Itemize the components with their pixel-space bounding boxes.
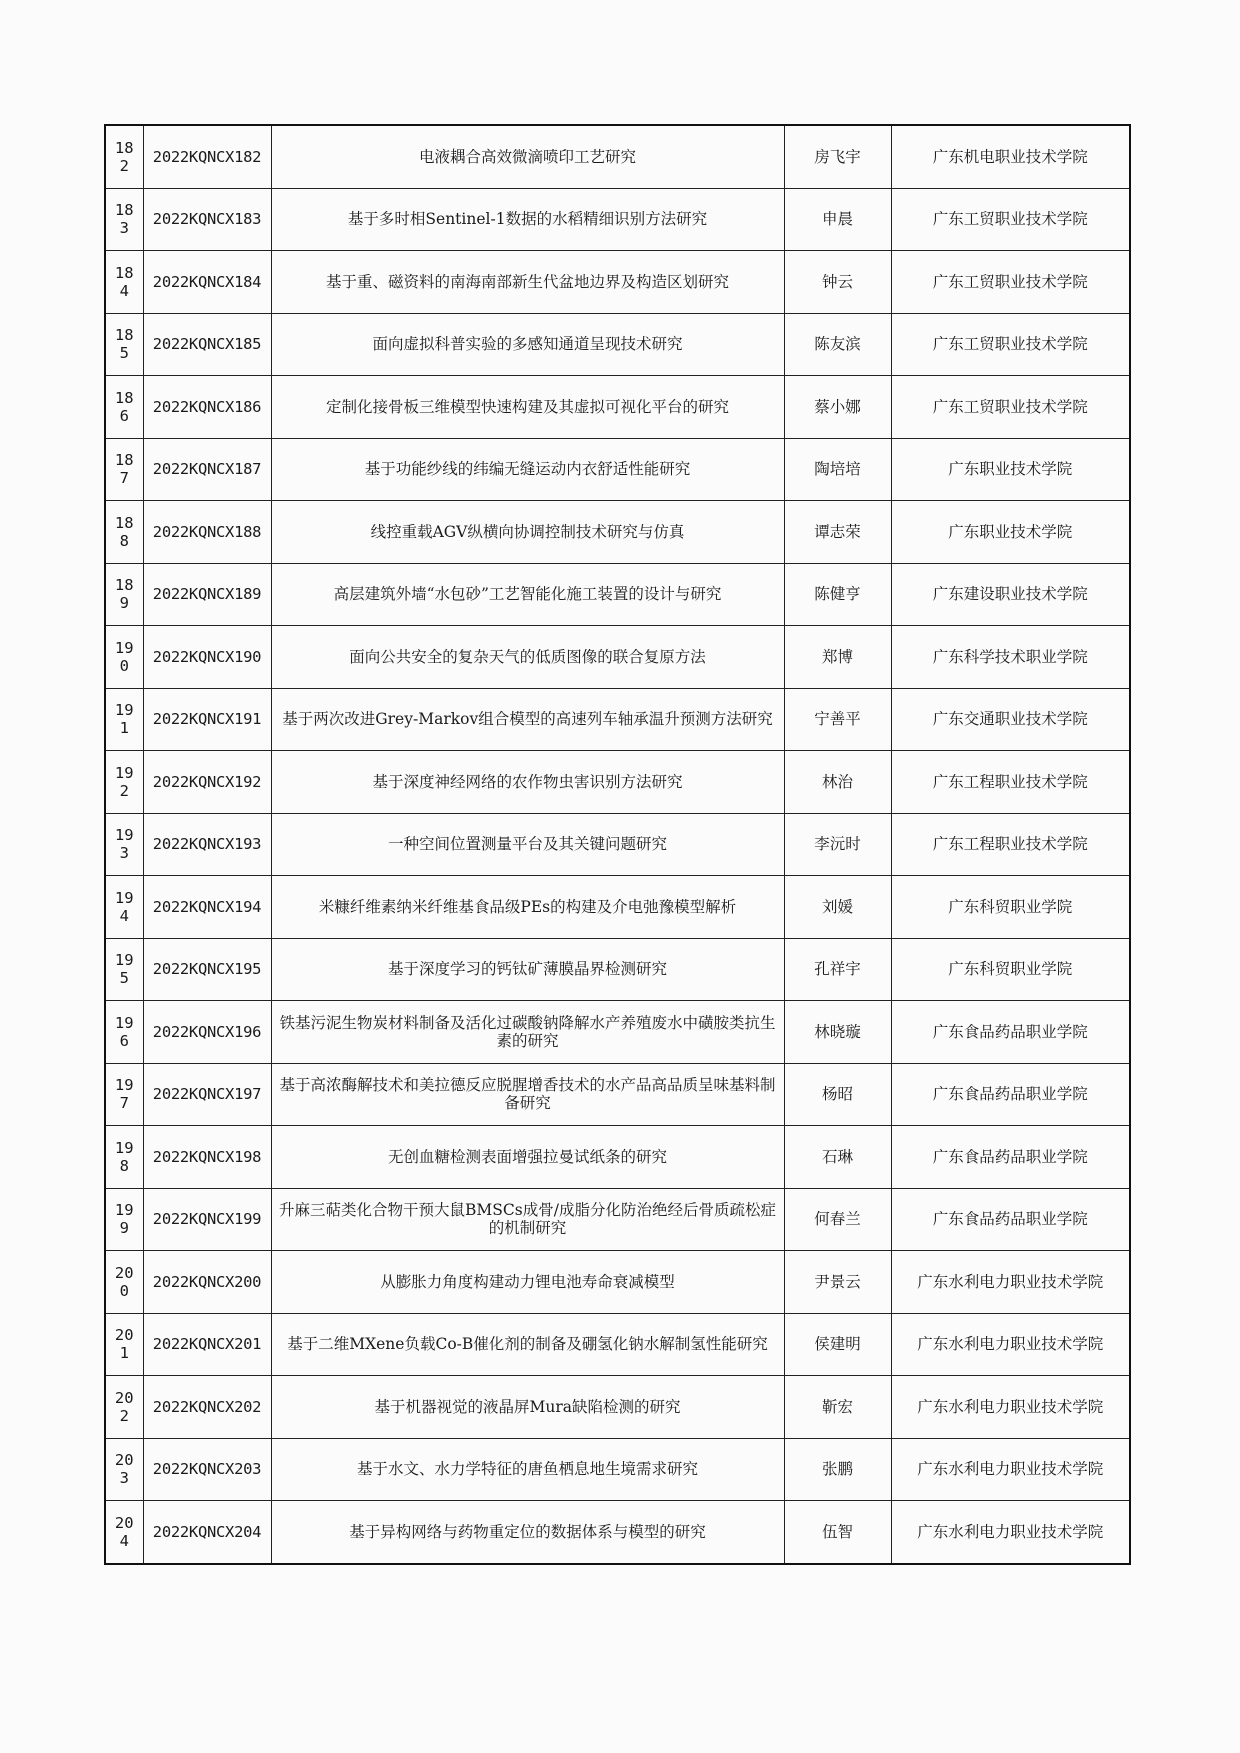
- project-code: 2022KQNCX199: [143, 1188, 271, 1251]
- institution-name: 广东水利电力职业技术学院: [891, 1501, 1130, 1564]
- project-title: 基于异构网络与药物重定位的数据体系与模型的研究: [271, 1501, 784, 1564]
- row-number: 196: [105, 1001, 143, 1064]
- row-number: 194: [105, 876, 143, 939]
- institution-name: 广东科贸职业学院: [891, 938, 1130, 1001]
- institution-name: 广东工程职业技术学院: [891, 751, 1130, 814]
- table-row: [105, 1251, 1130, 1314]
- row-number: 199: [105, 1188, 143, 1251]
- table-row: [105, 313, 1130, 376]
- project-leader: 孔祥宇: [784, 938, 891, 1001]
- institution-name: 广东职业技术学院: [891, 501, 1130, 564]
- table-row: [105, 938, 1130, 1001]
- institution-name: 广东工贸职业技术学院: [891, 188, 1130, 251]
- project-list-body: [105, 125, 1130, 1564]
- institution-name: 广东食品药品职业学院: [891, 1126, 1130, 1189]
- project-list-table: [104, 124, 1131, 1565]
- project-code: 2022KQNCX185: [143, 313, 271, 376]
- institution-name: 广东水利电力职业技术学院: [891, 1376, 1130, 1439]
- table-row: [105, 688, 1130, 751]
- table-row: [105, 1001, 1130, 1064]
- row-number: 184: [105, 251, 143, 314]
- row-number: 187: [105, 438, 143, 501]
- project-leader: 林晓璇: [784, 1001, 891, 1064]
- project-leader: 蔡小娜: [784, 376, 891, 439]
- project-code: 2022KQNCX193: [143, 813, 271, 876]
- institution-name: 广东科贸职业学院: [891, 876, 1130, 939]
- project-leader: 张鹏: [784, 1438, 891, 1501]
- institution-name: 广东交通职业技术学院: [891, 688, 1130, 751]
- project-leader: 侯建明: [784, 1313, 891, 1376]
- project-leader: 刘媛: [784, 876, 891, 939]
- institution-name: 广东职业技术学院: [891, 438, 1130, 501]
- project-code: 2022KQNCX191: [143, 688, 271, 751]
- project-code: 2022KQNCX184: [143, 251, 271, 314]
- table-row: [105, 626, 1130, 689]
- project-leader: 何春兰: [784, 1188, 891, 1251]
- table-row: [105, 125, 1130, 188]
- row-number: 203: [105, 1438, 143, 1501]
- institution-name: 广东建设职业技术学院: [891, 563, 1130, 626]
- table-row: [105, 1376, 1130, 1439]
- row-number: 183: [105, 188, 143, 251]
- project-code: 2022KQNCX201: [143, 1313, 271, 1376]
- row-number: 198: [105, 1126, 143, 1189]
- institution-name: 广东机电职业技术学院: [891, 125, 1130, 188]
- table-row: [105, 1438, 1130, 1501]
- institution-name: 广东水利电力职业技术学院: [891, 1438, 1130, 1501]
- row-number: 202: [105, 1376, 143, 1439]
- project-leader: 靳宏: [784, 1376, 891, 1439]
- project-leader: 郑博: [784, 626, 891, 689]
- row-number: 193: [105, 813, 143, 876]
- project-leader: 陈健亨: [784, 563, 891, 626]
- project-code: 2022KQNCX200: [143, 1251, 271, 1314]
- project-title: 基于高浓酶解技术和美拉德反应脱腥增香技术的水产品高品质呈味基料制备研究: [271, 1063, 784, 1126]
- project-code: 2022KQNCX196: [143, 1001, 271, 1064]
- project-title: 基于水文、水力学特征的唐鱼栖息地生境需求研究: [271, 1438, 784, 1501]
- project-title: 基于深度学习的钙钛矿薄膜晶界检测研究: [271, 938, 784, 1001]
- project-leader: 陶培培: [784, 438, 891, 501]
- project-title: 从膨胀力角度构建动力锂电池寿命衰减模型: [271, 1251, 784, 1314]
- institution-name: 广东食品药品职业学院: [891, 1001, 1130, 1064]
- project-leader: 尹景云: [784, 1251, 891, 1314]
- project-title: 基于功能纱线的纬编无缝运动内衣舒适性能研究: [271, 438, 784, 501]
- table-row: [105, 1188, 1130, 1251]
- project-title: 面向虚拟科普实验的多感知通道呈现技术研究: [271, 313, 784, 376]
- institution-name: 广东食品药品职业学院: [891, 1188, 1130, 1251]
- row-number: 197: [105, 1063, 143, 1126]
- project-title: 米糠纤维素纳米纤维基食品级PEs的构建及介电弛豫模型解析: [271, 876, 784, 939]
- row-number: 191: [105, 688, 143, 751]
- table-row: [105, 251, 1130, 314]
- row-number: 192: [105, 751, 143, 814]
- table-row: [105, 1063, 1130, 1126]
- table-row: [105, 438, 1130, 501]
- project-leader: 谭志荣: [784, 501, 891, 564]
- row-number: 204: [105, 1501, 143, 1564]
- institution-name: 广东科学技术职业学院: [891, 626, 1130, 689]
- project-title: 基于两次改进Grey-Markov组合模型的高速列车轴承温升预测方法研究: [271, 688, 784, 751]
- project-leader: 陈友滨: [784, 313, 891, 376]
- project-code: 2022KQNCX183: [143, 188, 271, 251]
- institution-name: 广东食品药品职业学院: [891, 1063, 1130, 1126]
- project-leader: 伍智: [784, 1501, 891, 1564]
- project-code: 2022KQNCX195: [143, 938, 271, 1001]
- project-code: 2022KQNCX189: [143, 563, 271, 626]
- table-row: [105, 876, 1130, 939]
- project-leader: 李沅时: [784, 813, 891, 876]
- project-title: 铁基污泥生物炭材料制备及活化过碳酸钠降解水产养殖废水中磺胺类抗生素的研究: [271, 1001, 784, 1064]
- row-number: 182: [105, 125, 143, 188]
- project-title: 基于多时相Sentinel-1数据的水稻精细识别方法研究: [271, 188, 784, 251]
- project-title: 电液耦合高效微滴喷印工艺研究: [271, 125, 784, 188]
- table-row: [105, 1313, 1130, 1376]
- project-title: 无创血糖检测表面增强拉曼试纸条的研究: [271, 1126, 784, 1189]
- row-number: 195: [105, 938, 143, 1001]
- project-leader: 房飞宇: [784, 125, 891, 188]
- row-number: 185: [105, 313, 143, 376]
- project-code: 2022KQNCX198: [143, 1126, 271, 1189]
- table-row: [105, 751, 1130, 814]
- row-number: 186: [105, 376, 143, 439]
- project-code: 2022KQNCX204: [143, 1501, 271, 1564]
- project-leader: 申晨: [784, 188, 891, 251]
- project-leader: 石琳: [784, 1126, 891, 1189]
- table-row: [105, 563, 1130, 626]
- table-row: [105, 1126, 1130, 1189]
- project-title: 高层建筑外墙“水包砂”工艺智能化施工装置的设计与研究: [271, 563, 784, 626]
- institution-name: 广东工贸职业技术学院: [891, 376, 1130, 439]
- project-code: 2022KQNCX202: [143, 1376, 271, 1439]
- project-code: 2022KQNCX182: [143, 125, 271, 188]
- project-title: 面向公共安全的复杂天气的低质图像的联合复原方法: [271, 626, 784, 689]
- project-title: 定制化接骨板三维模型快速构建及其虚拟可视化平台的研究: [271, 376, 784, 439]
- project-title: 升麻三萜类化合物干预大鼠BMSCs成骨/成脂分化防治绝经后骨质疏松症的机制研究: [271, 1188, 784, 1251]
- project-title: 线控重载AGV纵横向协调控制技术研究与仿真: [271, 501, 784, 564]
- institution-name: 广东工程职业技术学院: [891, 813, 1130, 876]
- project-leader: 宁善平: [784, 688, 891, 751]
- table-row: [105, 376, 1130, 439]
- table-row: [105, 188, 1130, 251]
- project-leader: 杨昭: [784, 1063, 891, 1126]
- project-leader: 林治: [784, 751, 891, 814]
- project-leader: 钟云: [784, 251, 891, 314]
- project-title: 一种空间位置测量平台及其关键问题研究: [271, 813, 784, 876]
- project-code: 2022KQNCX188: [143, 501, 271, 564]
- institution-name: 广东水利电力职业技术学院: [891, 1251, 1130, 1314]
- project-title: 基于深度神经网络的农作物虫害识别方法研究: [271, 751, 784, 814]
- project-code: 2022KQNCX194: [143, 876, 271, 939]
- project-title: 基于二维MXene负载Co-B催化剂的制备及硼氢化钠水解制氢性能研究: [271, 1313, 784, 1376]
- row-number: 188: [105, 501, 143, 564]
- institution-name: 广东工贸职业技术学院: [891, 251, 1130, 314]
- institution-name: 广东工贸职业技术学院: [891, 313, 1130, 376]
- row-number: 200: [105, 1251, 143, 1314]
- project-title: 基于机器视觉的液晶屏Mura缺陷检测的研究: [271, 1376, 784, 1439]
- row-number: 190: [105, 626, 143, 689]
- project-code: 2022KQNCX192: [143, 751, 271, 814]
- project-code: 2022KQNCX186: [143, 376, 271, 439]
- institution-name: 广东水利电力职业技术学院: [891, 1313, 1130, 1376]
- table-row: [105, 501, 1130, 564]
- project-code: 2022KQNCX187: [143, 438, 271, 501]
- row-number: 189: [105, 563, 143, 626]
- project-code: 2022KQNCX203: [143, 1438, 271, 1501]
- table-row: [105, 1501, 1130, 1564]
- project-code: 2022KQNCX190: [143, 626, 271, 689]
- project-code: 2022KQNCX197: [143, 1063, 271, 1126]
- project-title: 基于重、磁资料的南海南部新生代盆地边界及构造区划研究: [271, 251, 784, 314]
- row-number: 201: [105, 1313, 143, 1376]
- table-row: [105, 813, 1130, 876]
